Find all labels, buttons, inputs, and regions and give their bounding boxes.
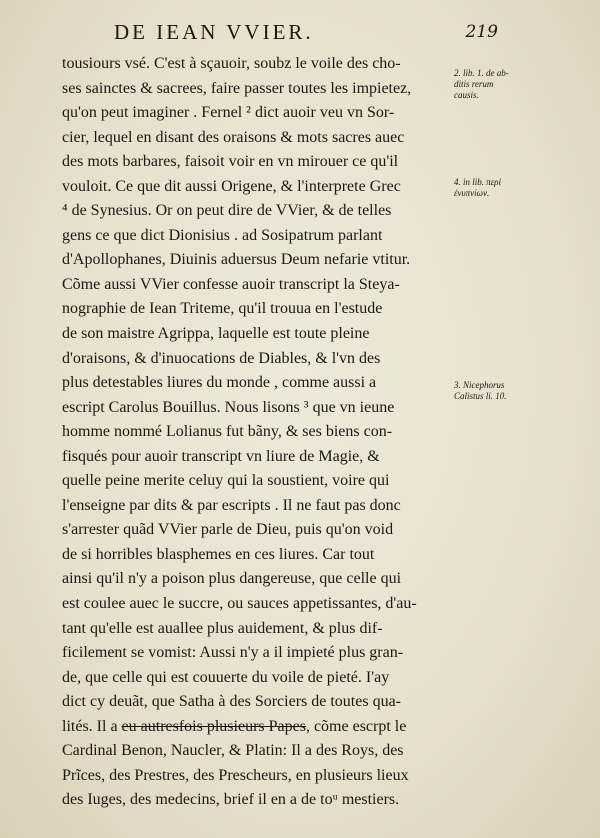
text-line: de si horribles blasphemes en ces liures. Car tout — [62, 545, 375, 563]
note-line: ditis rerum — [454, 79, 494, 89]
body-text — [62, 52, 450, 813]
text-line: cier, lequel en disant des oraisons & mots sacres auec — [62, 128, 405, 146]
text-line: ses sainctes & sacrees, faire passer toutes les impietez, — [62, 79, 412, 97]
text-line: plus detestables liures du monde , comme aussi a — [62, 374, 377, 392]
text-line: nographie de Iean Triteme, qu'il trouua en l'estude — [62, 300, 383, 318]
page-header — [60, 20, 570, 50]
text-line: vouloit. Ce que dit aussi Origene, & l'interprete Grec — [62, 177, 401, 195]
text-line: homme nommé Lolianus fut bãny, & ses biens con- — [62, 423, 393, 441]
text-line: l'enseigne par dits & par escripts . Il ne faut pas donc — [62, 496, 401, 514]
text-line: gens ce que dict Dionisius . ad Sosipatrum parlant — [62, 226, 383, 244]
text-line: tant qu'elle est auallee plus auidement, & plus dif- — [62, 619, 383, 637]
note-line: causis. — [454, 90, 479, 100]
text-line: fisqués pour auoir transcript vn liure de Magie, & — [62, 447, 380, 465]
struck-text: eu autresfois plusieurs Papes — [121, 717, 306, 735]
marginal-note — [454, 380, 550, 402]
running-head: DE IEAN VVIER. — [114, 20, 314, 44]
note-line: 3. Nicephorus — [454, 380, 505, 390]
page-number: 219 — [465, 22, 498, 42]
text-line: est coulee auec le succre, ou sauces appetissantes, d'au- — [62, 595, 417, 613]
marginal-note — [454, 68, 550, 101]
text-line: d'oraisons, & d'inuocations de Diables, & l'vn des — [62, 349, 381, 367]
text-line: dict cy deuãt, que Satha à des Sorciers de toutes qua- — [62, 693, 401, 711]
note-line: Calistus li. 10. — [454, 391, 507, 401]
text-line: tousiours vsé. C'est à sçauoir, soubz le voile des cho- — [62, 55, 401, 72]
text-line: s'arrester quãd VVier parle de Dieu, puis qu'on void — [62, 521, 394, 539]
text-line: ainsi qu'il n'y a poison plus dangereuse, que celle qui — [62, 570, 402, 588]
text-line: Cardinal Benon, Naucler, & Platin: Il a des Roys, des — [62, 742, 404, 760]
text-segment: lités. Il a — [62, 717, 122, 735]
text-line: des Iuges, des medecins, brief il en a de toᵘ mestiers. — [62, 791, 400, 809]
text-line: de, que celle qui est couuerte du voile de pieté. I'ay — [62, 668, 390, 686]
text-line: d'Apollophanes, Diuinis aduersus Deum nefarie vtitur. — [62, 251, 411, 269]
note-line: 4. in lib. περὶ — [454, 177, 502, 187]
marginal-note — [454, 177, 550, 199]
note-line: ἐνυπνίων. — [454, 188, 490, 198]
text-line: ficilement se vomist: Aussi n'y a il impieté plus gran- — [62, 644, 404, 662]
text-line: Prĩces, des Prestres, des Prescheurs, en plusieurs lieux — [62, 766, 409, 784]
text-line: qu'on peut imaginer . Fernel ² dict auoir veu vn Sor- — [62, 104, 395, 122]
text-segment: , cõme escrpt le — [305, 717, 407, 735]
text-line: des mots barbares, faisoit voir en vn mirouer ce qu'il — [62, 153, 399, 171]
text-line: Cõme aussi VVier confesse auoir transcript la Steya- — [62, 275, 400, 293]
text-line: de son maistre Agrippa, laquelle est toute pleine — [62, 325, 370, 343]
text-line: ⁴ de Synesius. Or on peut dire de VVier, & de telles — [62, 202, 392, 220]
note-line: 2. lib. 1. de ab- — [454, 68, 509, 78]
text-line-struck — [62, 715, 450, 740]
text-line: quelle peine merite celuy qui la soustient, voire qui — [62, 472, 390, 490]
text-line: escript Carolus Bouillus. Nous lisons ³ que vn ieune — [62, 398, 395, 416]
